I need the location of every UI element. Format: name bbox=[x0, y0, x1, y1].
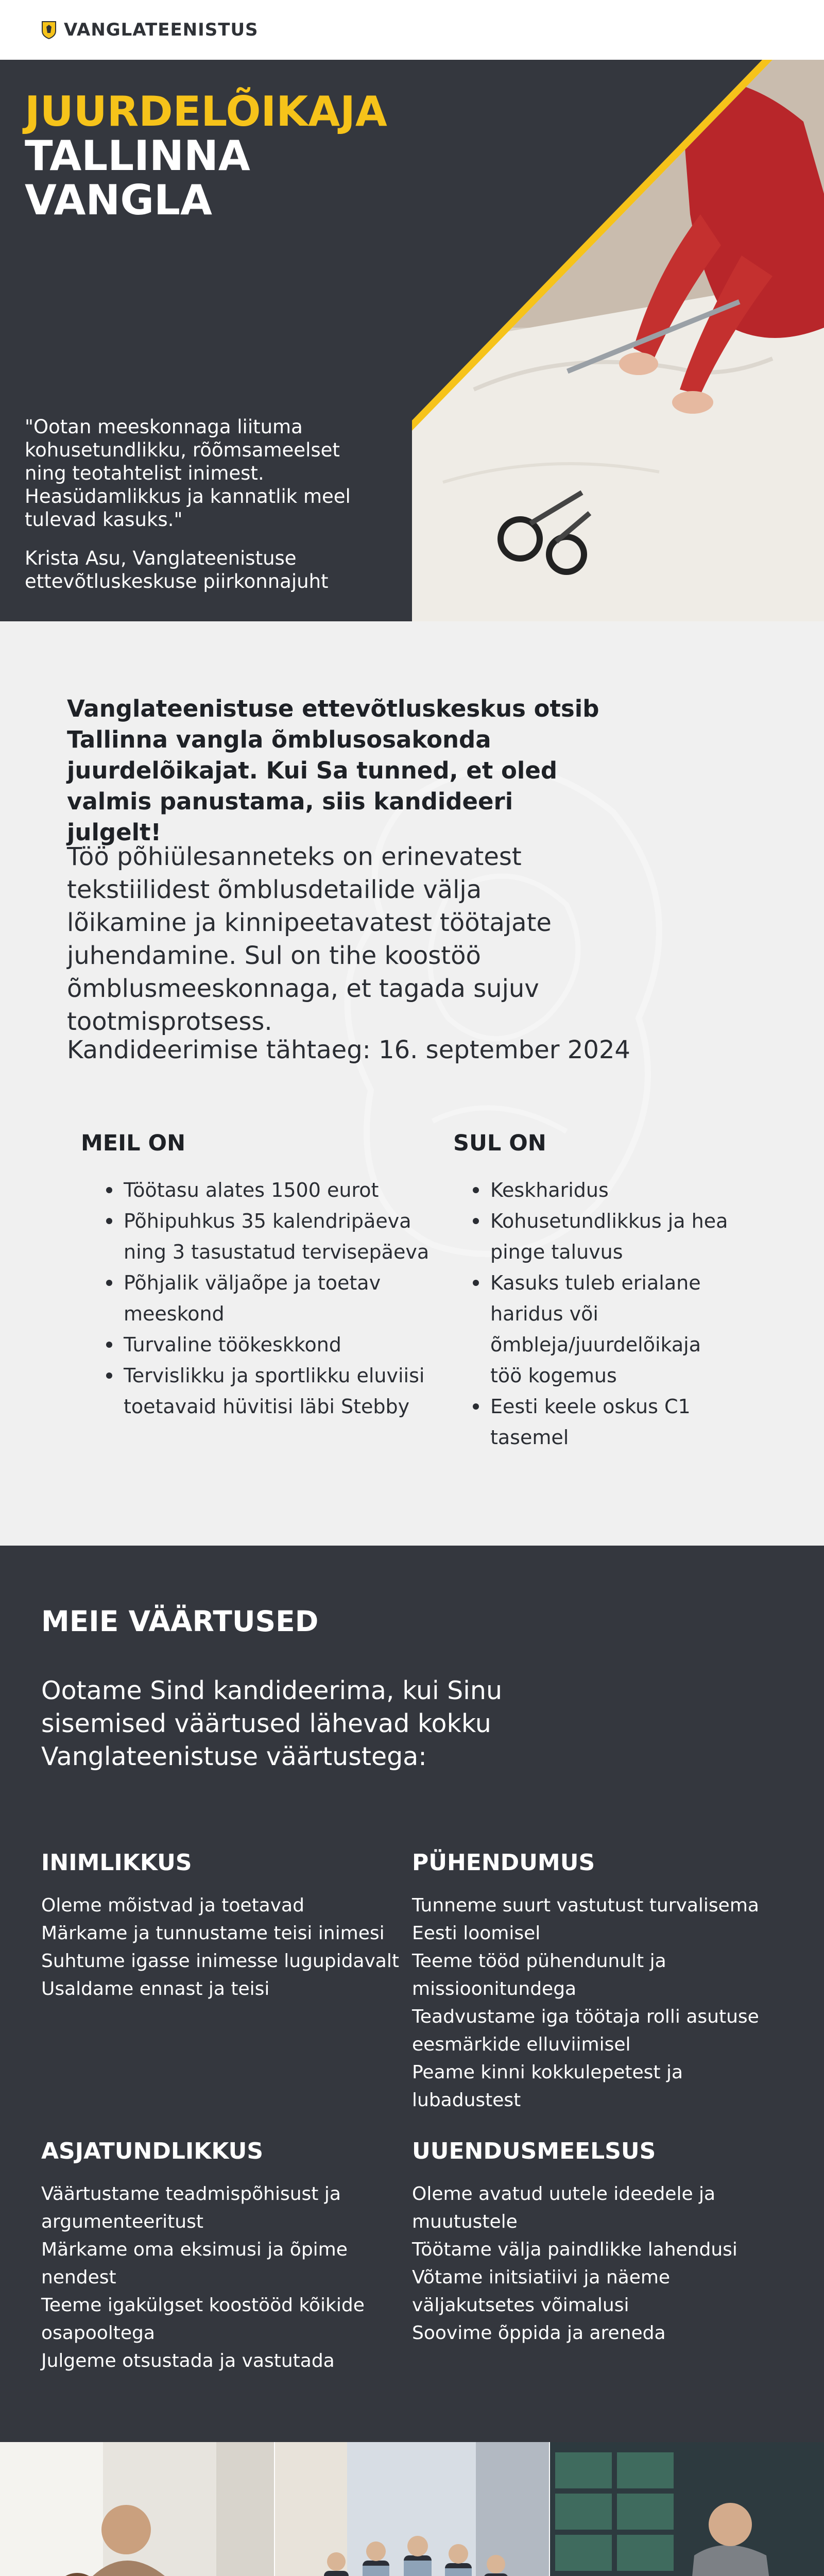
value-lines bbox=[41, 1892, 412, 2003]
value-title: UUENDUSMEELSUS bbox=[412, 2138, 656, 2164]
intro-body-text: Töö põhiülesanneteks on erinevatest tekstiilidest õmblusdetailide välja lõikamine ja kinnipeetavatest töötajate juhendamine. Sul on tihe koostöö õmblusmeeskonnaga, et tagada sujuv tootmisprotsess. bbox=[67, 842, 552, 1036]
we-offer-heading: MEIL ON bbox=[81, 1130, 186, 1156]
list-item: Suhtume igasse inimesse lugupidavalt bbox=[41, 1951, 399, 1972]
photo-prison-officers bbox=[275, 2442, 549, 2576]
hero-quote: "Ootan meeskonnaga liituma kohusetundlikku, rõõmsameelset ning teotahtelist inimest. Heasüdamlikkus ja kannatlik meel tulevad kasuks." bbox=[25, 416, 351, 531]
list-item: Kasuks tuleb erialane haridus või õmbleja/juurdelõikaja töö kogemus bbox=[464, 1267, 731, 1391]
list-item: Väärtustame teadmispõhisust ja argumenteeritust bbox=[41, 2183, 341, 2232]
job-title-line2: TALLINNA bbox=[25, 132, 250, 180]
list-item: Oleme mõistvad ja toetavad bbox=[41, 1895, 304, 1916]
job-description-section bbox=[0, 621, 824, 1546]
values-section bbox=[0, 1546, 824, 2442]
list-item: Peame kinni kokkulepetest ja lubadustest bbox=[412, 2062, 683, 2111]
list-item: Kohusetundlikkus ja hea pinge taluvus bbox=[464, 1206, 731, 1267]
value-lines bbox=[41, 2180, 412, 2375]
hero-section bbox=[0, 60, 824, 621]
brand-name: VANGLATEENISTUS bbox=[64, 20, 259, 40]
list-item: Teadvustame iga töötaja rolli asutuse eesmärkide elluviimisel bbox=[412, 2006, 759, 2055]
list-item: Keskharidus bbox=[464, 1175, 731, 1206]
hero-photo-tailor bbox=[412, 60, 824, 621]
values-intro: Ootame Sind kandideerima, kui Sinu sisemised väärtused lähevad kokku Vanglateenistuse väärtustega: bbox=[41, 1676, 503, 1771]
list-item: Põhipuhkus 35 kalendripäeva ning 3 tasustatud tervisepäeva bbox=[97, 1206, 432, 1267]
photo-office-team bbox=[0, 2442, 274, 2576]
intro-lead-text: Vanglateenistuse ettevõtluskeskus otsib Tallinna vangla õmblusosakonda juurdelõikajat. Kui Sa tunned, et oled valmis panustama, siis kandideeri julgelt! bbox=[67, 695, 599, 846]
photo-control-room bbox=[550, 2442, 824, 2576]
list-item: Põhjalik väljaõpe ja toetav meeskond bbox=[97, 1267, 432, 1329]
hero-quote-author: Krista Asu, Vanglateenistuse ettevõtluskeskuse piirkonnajuht bbox=[25, 547, 329, 592]
value-lines bbox=[412, 2180, 783, 2347]
list-item: Märkame oma eksimusi ja õpime nendest bbox=[41, 2239, 348, 2288]
value-title: INIMLIKKUS bbox=[41, 1850, 192, 1876]
list-item: Oleme avatud uutele ideedele ja muutustele bbox=[412, 2183, 716, 2232]
list-item: Tervislikku ja sportlikku eluviisi toetavaid hüvitisi läbi Stebby bbox=[97, 1360, 432, 1422]
list-item: Töötame välja paindlikke lahendusi bbox=[412, 2239, 737, 2260]
job-title-line3: VANGLA bbox=[25, 176, 212, 224]
value-lines bbox=[412, 1892, 783, 2114]
list-item: Eesti keele oskus C1 tasemel bbox=[464, 1391, 731, 1453]
list-item: Teeme tööd pühendunult ja missioonitundega bbox=[412, 1951, 666, 1999]
list-item: Julgeme otsustada ja vastutada bbox=[41, 2350, 335, 2371]
list-item: Töötasu alates 1500 eurot bbox=[97, 1175, 432, 1206]
application-deadline: Kandideerimise tähtaeg: 16. september 2024 bbox=[67, 1036, 630, 1064]
top-header bbox=[0, 0, 824, 60]
list-item: Soovime õppida ja areneda bbox=[412, 2323, 666, 2344]
list-item: Võtame initsiatiivi ja näeme väljakutsetes võimalusi bbox=[412, 2267, 671, 2316]
values-heading: MEIE VÄÄRTUSED bbox=[41, 1605, 319, 1638]
list-item: Märkame ja tunnustame teisi inimesi bbox=[41, 1923, 385, 1944]
list-item: Turvaline töökeskkond bbox=[97, 1329, 432, 1360]
brand-logo[interactable] bbox=[41, 20, 259, 40]
value-title: PÜHENDUMUS bbox=[412, 1850, 595, 1876]
list-item: Usaldame ennast ja teisi bbox=[41, 1978, 270, 1999]
photo-strip bbox=[0, 2442, 824, 2576]
job-title bbox=[25, 90, 387, 223]
we-offer-list bbox=[97, 1175, 432, 1422]
list-item: Tunneme suurt vastutust turvalisema Eesti loomisel bbox=[412, 1895, 759, 1944]
shield-logo-icon bbox=[41, 21, 57, 39]
list-item: Teeme igakülgset koostööd kõikide osapooltega bbox=[41, 2295, 365, 2344]
you-have-list bbox=[464, 1175, 731, 1453]
job-title-line1: JUURDELÕIKAJA bbox=[25, 88, 387, 135]
you-have-heading: SUL ON bbox=[453, 1130, 546, 1156]
value-title: ASJATUNDLIKKUS bbox=[41, 2138, 264, 2164]
